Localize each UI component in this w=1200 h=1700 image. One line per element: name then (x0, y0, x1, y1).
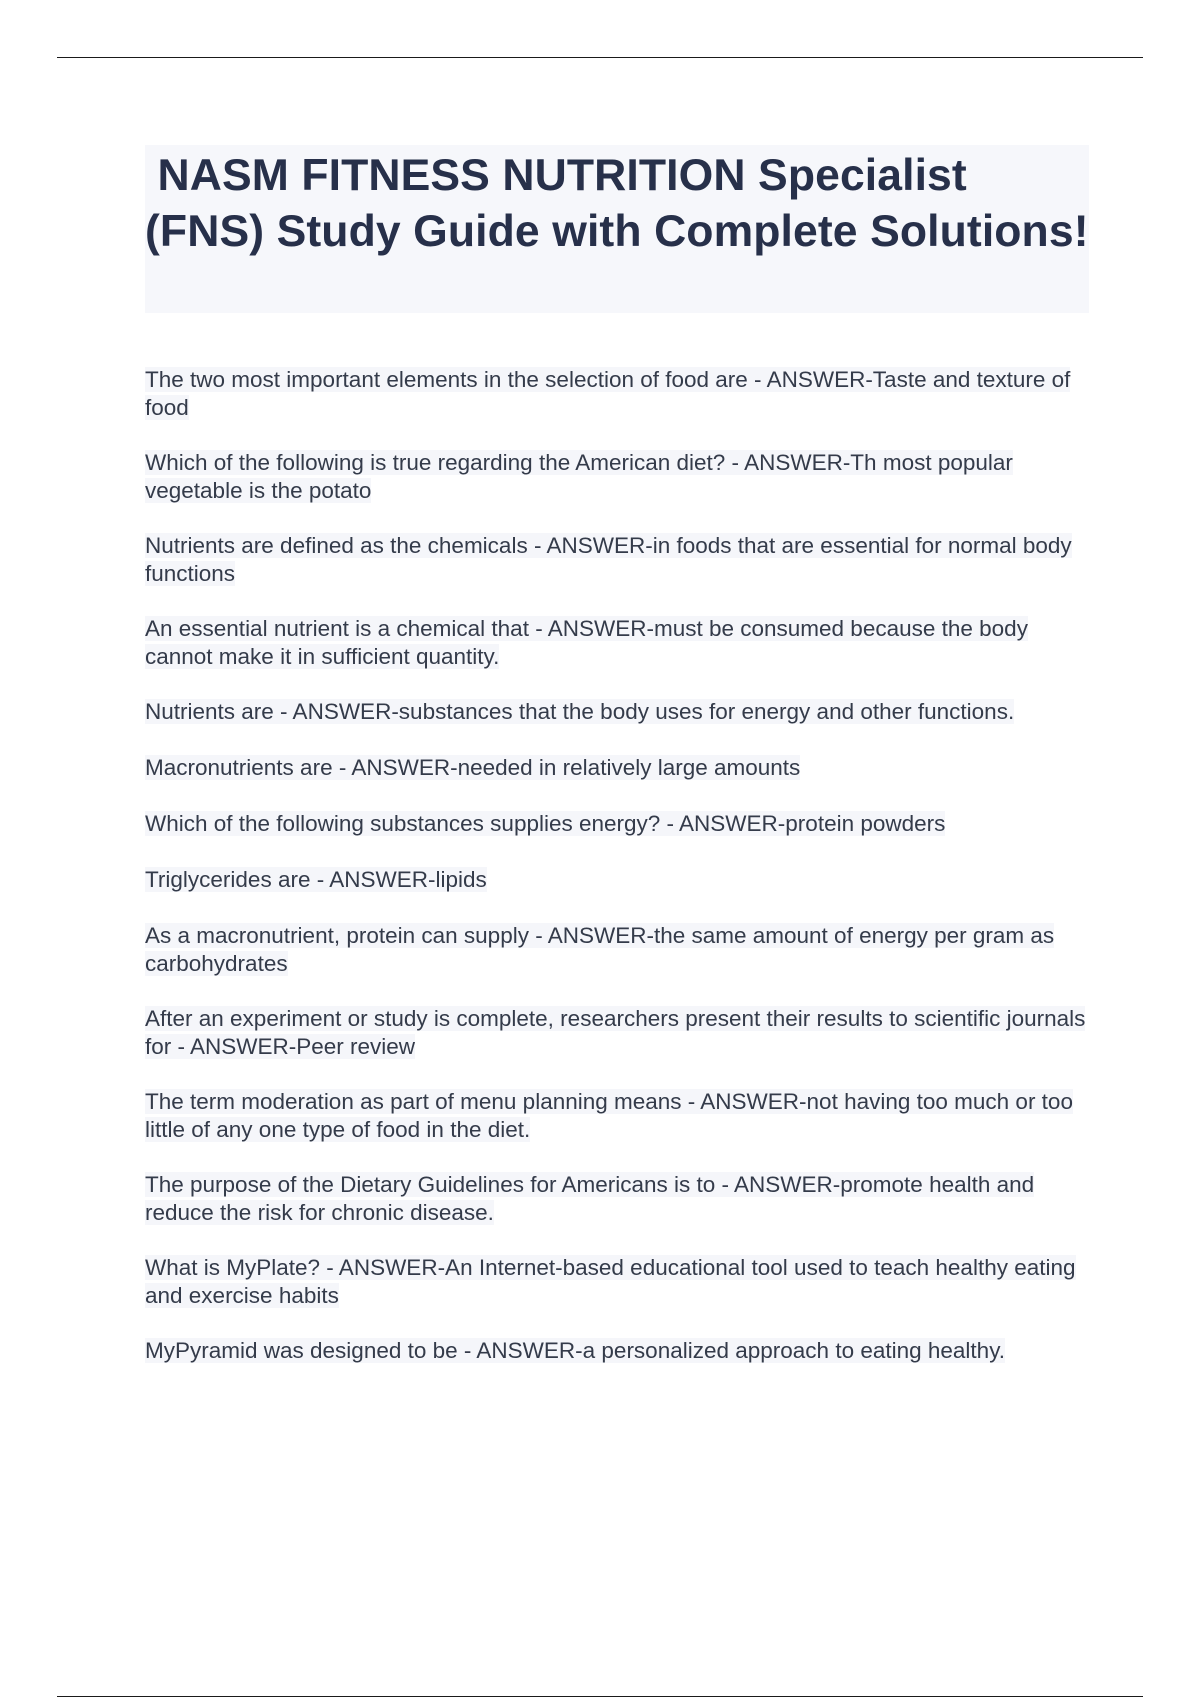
qa-text: Triglycerides are - ANSWER-lipids (145, 867, 487, 892)
qa-item (145, 1337, 1095, 1365)
qa-text: Nutrients are - ANSWER-substances that the body uses for energy and other functions. (145, 699, 1015, 724)
qa-text: Macronutrients are - ANSWER-needed in relatively large amounts (145, 755, 801, 780)
qa-text: Which of the following is true regarding the American diet? - ANSWER-Th most popular vegetable is the potato (145, 450, 1013, 503)
qa-item (145, 866, 1095, 894)
qa-text: What is MyPlate? - ANSWER-An Internet-based educational tool used to teach healthy eating and exercise habits (145, 1255, 1076, 1308)
qa-item (145, 754, 1095, 782)
qa-item (145, 698, 1095, 726)
qa-text: MyPyramid was designed to be - ANSWER-a personalized approach to eating healthy. (145, 1338, 1006, 1363)
qa-item (145, 1171, 1095, 1227)
qa-text: As a macronutrient, protein can supply - ANSWER-the same amount of energy per gram as carbohydrates (145, 923, 1055, 976)
qa-item (145, 1254, 1095, 1310)
qa-text: The purpose of the Dietary Guidelines for Americans is to - ANSWER-promote health and reduce the risk for chronic disease. (145, 1172, 1035, 1225)
qa-item (145, 366, 1095, 422)
qa-text: An essential nutrient is a chemical that - ANSWER-must be consumed because the body cannot make it in sufficient quantity. (145, 616, 1028, 669)
qa-text: After an experiment or study is complete, researchers present their results to scientific journals for - ANSWER-Peer review (145, 1006, 1086, 1059)
title-block (145, 145, 1089, 313)
qa-item (145, 532, 1095, 588)
qa-item (145, 1088, 1095, 1144)
qa-text: The term moderation as part of menu planning means - ANSWER-not having too much or too little of any one type of food in the diet. (145, 1089, 1073, 1142)
qa-item (145, 922, 1095, 978)
qa-item (145, 1005, 1095, 1061)
document-title: NASM FITNESS NUTRITION Specialist (FNS) Study Guide with Complete Solutions! (145, 151, 1089, 256)
qa-text: Which of the following substances supplies energy? - ANSWER-protein powders (145, 811, 946, 836)
qa-list (145, 366, 1095, 1393)
bottom-rule (57, 1696, 1143, 1697)
qa-text: Nutrients are defined as the chemicals - ANSWER-in foods that are essential for normal body functions (145, 533, 1072, 586)
qa-item (145, 615, 1095, 671)
qa-item (145, 810, 1095, 838)
qa-text: The two most important elements in the selection of food are - ANSWER-Taste and texture of food (145, 367, 1071, 420)
top-rule (57, 57, 1143, 58)
qa-item (145, 449, 1095, 505)
